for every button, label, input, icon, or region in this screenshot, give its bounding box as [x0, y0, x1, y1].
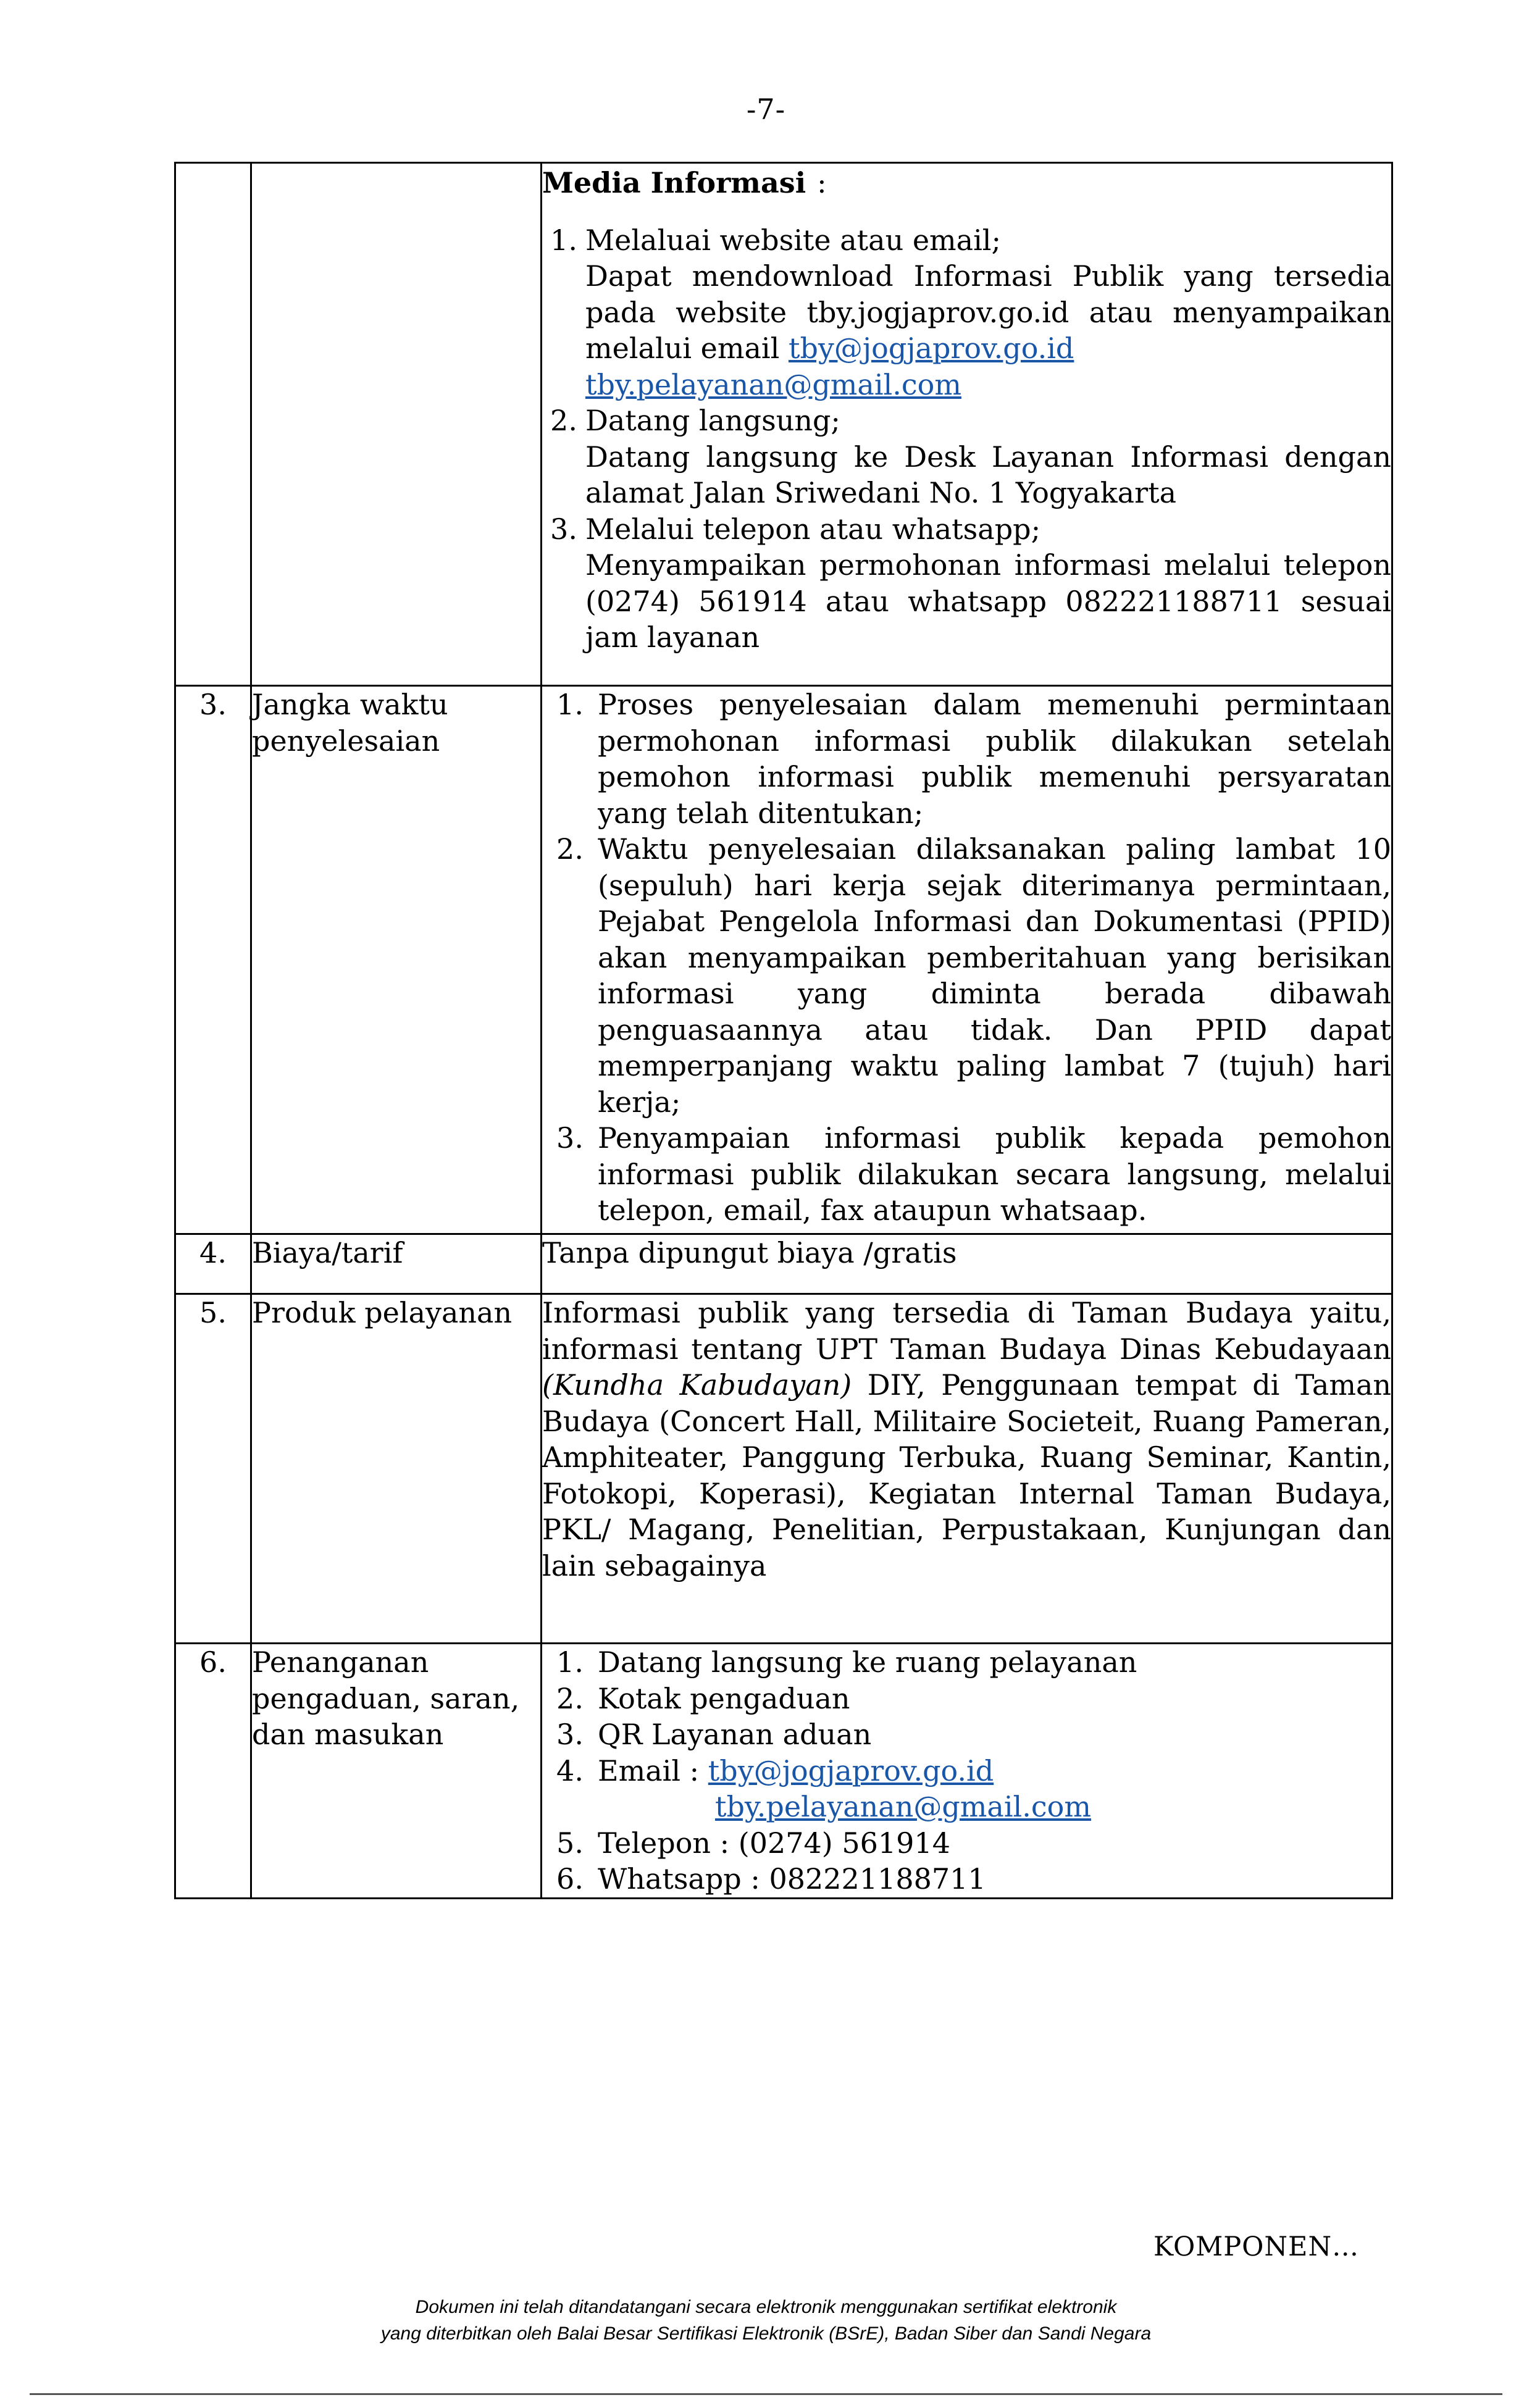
item-number: 4.: [556, 1754, 584, 1787]
list-item: [542, 511, 1391, 656]
product-text-b: DIY, Penggunaan tempat di Taman Budaya (Concert Hall, Militaire Societeit, Ruang Pameran, Amphiteater, Panggung Terbuka, Ruang Seminar, Kantin, Fotokopi, Koperasi), Kegiatan Internal Taman Budaya, PKL/ Magang, Penelitian, Perpustakaan, Kunjungan dan lain sebagainya: [542, 1368, 1392, 1582]
media-informasi-heading: [542, 165, 1391, 201]
heading-colon: :: [817, 166, 827, 199]
item-title: Melaluai website atau email;: [585, 223, 1002, 257]
heading-text: Media Informasi: [542, 166, 806, 199]
row-content: [542, 686, 1392, 1234]
number-cell: [175, 163, 251, 686]
product-description: [542, 1295, 1391, 1584]
row-content: [542, 1644, 1392, 1899]
list-item: [542, 1716, 1391, 1753]
list-item: [542, 1825, 1391, 1862]
item-number: 1.: [556, 1645, 584, 1679]
row-label: Produk pelayanan: [251, 1294, 542, 1644]
footer-divider: [30, 2393, 1502, 2395]
table-row: [175, 1644, 1392, 1899]
row-label: Penanganan pengaduan, saran, dan masukan: [251, 1644, 542, 1899]
list-item: [542, 1861, 1391, 1897]
item-number: 3.: [550, 512, 577, 546]
item-text: Proses penyelesaian dalam memenuhi permintaan permohonan informasi publik dilakukan setelah pemohon informasi publik memenuhi persyaratan yang telah ditentukan;: [598, 688, 1391, 830]
email-link-gmail[interactable]: tby.pelayanan@gmail.com: [715, 1790, 1091, 1823]
row-label: Jangka waktu penyelesaian: [251, 686, 542, 1234]
item-text: Whatsapp : 082221188711: [598, 1862, 986, 1896]
email-link-gmail[interactable]: tby.pelayanan@gmail.com: [585, 367, 961, 401]
media-informasi-cell: [542, 163, 1392, 686]
media-list: [542, 222, 1391, 656]
item-desc-text: Dapat mendownload Informasi Publik yang tersedia pada website tby.jogjaprov.go.id atau menyampaikan melalui email: [585, 259, 1391, 365]
list-item: [542, 1753, 1391, 1825]
footer-line-1: Dokumen ini telah ditandatangani secara elektronik menggunakan sertifikat elektronik: [415, 2297, 1117, 2317]
next-page-reference: KOMPONEN…: [1153, 2231, 1360, 2262]
item-number: 5.: [556, 1826, 584, 1860]
item-number: 3.: [556, 1718, 584, 1751]
email-link-jogjaprov[interactable]: tby@jogjaprov.go.id: [788, 332, 1074, 365]
table-row: [175, 1294, 1392, 1644]
product-text-italic: (Kundha Kabudayan): [542, 1368, 852, 1402]
email-label: Email :: [598, 1754, 700, 1787]
service-standard-table: [174, 162, 1393, 1899]
item-number: 2.: [556, 1681, 584, 1715]
row-content: [542, 1294, 1392, 1644]
email-link-jogjaprov[interactable]: tby@jogjaprov.go.id: [708, 1754, 994, 1787]
item-desc: [585, 258, 1391, 403]
row-number: 4.: [175, 1234, 251, 1294]
item-text: Telepon : (0274) 561914: [598, 1826, 950, 1860]
item-title: Melalui telepon atau whatsapp;: [585, 512, 1041, 546]
footer-line-2: yang diterbitkan oleh Balai Besar Sertifikasi Elektronik (BSrE), Badan Siber dan Sandi Negara: [380, 2323, 1152, 2344]
table-row: [175, 686, 1392, 1234]
item-text: Penyampaian informasi publik kepada pemohon informasi publik dilakukan secara langsung, melalui telepon, email, fax ataupun whatsaap.: [598, 1121, 1391, 1227]
row-number: 5.: [175, 1294, 251, 1644]
page-number: -7-: [746, 93, 786, 126]
list-item: [542, 1120, 1391, 1229]
item-text: Datang langsung ke ruang pelayanan: [598, 1645, 1137, 1679]
list-item: [542, 1644, 1391, 1681]
item-number: 1.: [556, 688, 584, 721]
label-cell: [251, 163, 542, 686]
completion-time-list: [542, 687, 1391, 1229]
item-text: Kotak pengaduan: [598, 1681, 850, 1715]
item-desc: Menyampaikan permohonan informasi melalui telepon (0274) 561914 atau whatsapp 082221188711 sesuai jam layanan: [585, 548, 1391, 654]
row-content: Tanpa dipungut biaya /gratis: [542, 1234, 1392, 1294]
item-number: 6.: [556, 1862, 584, 1896]
complaint-channel-list: [542, 1644, 1391, 1897]
table-row: [175, 163, 1392, 686]
item-text: Waktu penyelesaian dilaksanakan paling lambat 10 (sepuluh) hari kerja sejak diterimanya permintaan, Pejabat Pengelola Informasi dan Dokumentasi (PPID) akan menyampaikan pemberitahuan yang berisikan informasi yang diminta berada dibawah penguasaannya atau tidak. Dan PPID dapat memperpanjang waktu paling lambat 7 (tujuh) hari kerja;: [598, 832, 1391, 1119]
item-desc: Datang langsung ke Desk Layanan Informasi dengan alamat Jalan Sriwedani No. 1 Yogyakarta: [585, 440, 1391, 509]
list-item: [542, 403, 1391, 511]
list-item: [542, 222, 1391, 403]
item-title: Datang langsung;: [585, 404, 840, 437]
e-signature-footer: [0, 2294, 1532, 2347]
item-number: 2.: [556, 832, 584, 866]
item-number: 3.: [556, 1121, 584, 1155]
item-text: QR Layanan aduan: [598, 1718, 872, 1751]
item-text: [598, 1753, 1391, 1825]
row-number: 6.: [175, 1644, 251, 1899]
list-item: [542, 831, 1391, 1120]
item-number: 2.: [550, 404, 577, 437]
item-number: 1.: [550, 223, 577, 257]
table-row: [175, 1234, 1392, 1294]
row-number: 3.: [175, 686, 251, 1234]
list-item: [542, 1681, 1391, 1717]
list-item: [542, 687, 1391, 831]
row-label: Biaya/tarif: [251, 1234, 542, 1294]
product-text-a: Informasi publik yang tersedia di Taman Budaya yaitu, informasi tentang UPT Taman Budaya Dinas Kebudayaan: [542, 1296, 1391, 1366]
